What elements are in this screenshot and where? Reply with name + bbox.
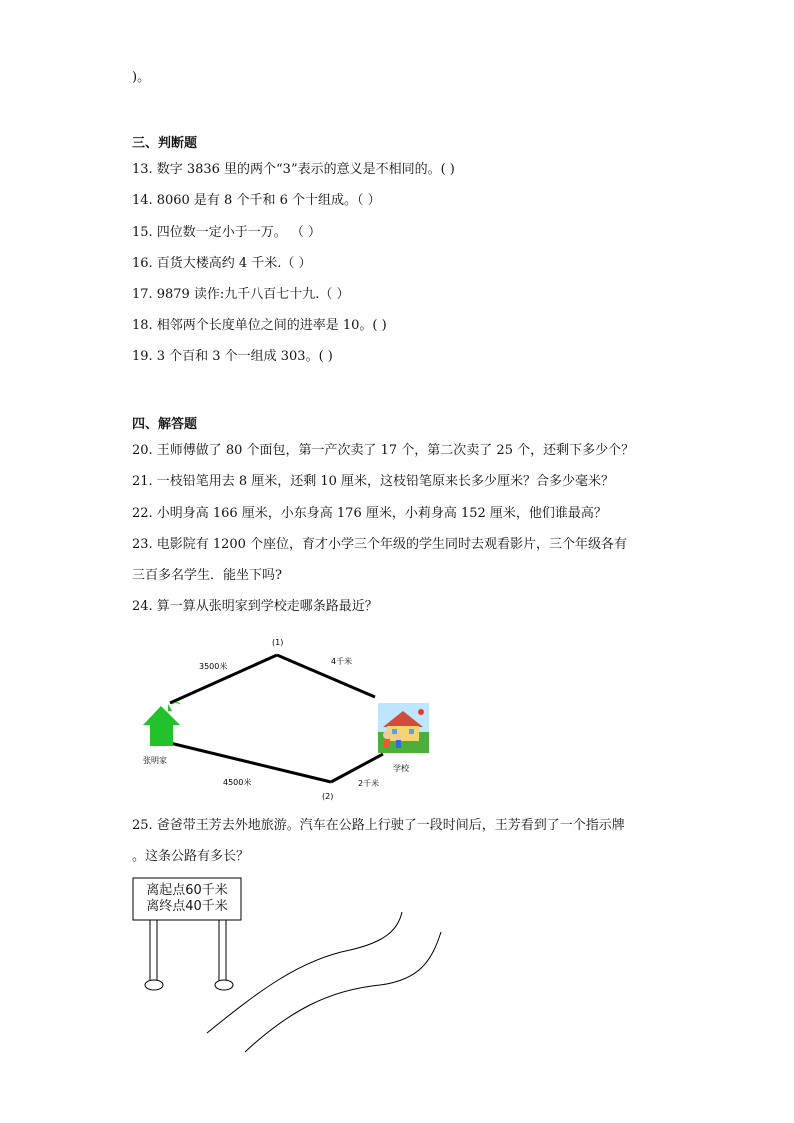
question-25 (132, 818, 625, 834)
question-text: 相邻两个长度单位之间的进率是 10。( ) (156, 318, 387, 333)
question-text: 四位数一定小于一万。 （ ） (156, 225, 321, 240)
question-25-continued: 。这条公路有多长？ (132, 849, 250, 864)
question-number: 20. (132, 443, 153, 458)
signboard-text (133, 883, 241, 915)
question-number: 15. (132, 225, 153, 240)
route2-label: (2) (322, 792, 334, 801)
question-number: 14. (132, 193, 153, 208)
question-text: 9879 读作:九千八百七十九.（ ） (156, 287, 350, 302)
question-number: 22. (132, 506, 153, 521)
question-23-continued: 三百多名学生．能坐下吗? (132, 568, 282, 583)
question-text: 数字 3836 里的两个“3”表示的意义是不相同的。( ) (156, 162, 455, 177)
question-text: 电影院有 1200 个座位，育才小学三个年级的学生同时去观看影片，三个年级各有 (156, 537, 628, 552)
path-route1-to-school (277, 655, 375, 697)
school-icon (378, 703, 429, 753)
question-number: 24. (132, 599, 153, 614)
question-text: 3 个百和 3 个一组成 303。( ) (156, 349, 333, 364)
path-route2-to-school (331, 754, 383, 782)
question-text: 一枝铅笔用去 8 厘米，还剩 10 厘米，这枝铅笔原来长多少厘米？合多少毫米？ (156, 474, 615, 489)
question-number: 19. (132, 349, 153, 364)
continued-text: )。 (132, 70, 151, 85)
section-heading-judgment: 三、判断题 (132, 136, 198, 151)
question-number: 23. (132, 537, 153, 552)
road-edge-right (245, 932, 441, 1052)
home-label: 张明家 (143, 756, 167, 765)
question-number: 13. (132, 162, 153, 177)
question-text: 小明身高 166 厘米，小东身高 176 厘米，小莉身高 152 厘米，他们谁最高？ (156, 506, 607, 521)
distance-top-school: 4千米 (331, 657, 353, 666)
house-icon (143, 703, 180, 747)
distance-home-top: 3500米 (199, 662, 228, 671)
question-text: 爸爸带王芳去外地旅游。汽车在公路上行驶了一段时间后，王芳看到了一个指示牌 (156, 818, 625, 833)
distance-bottom-school: 2千米 (358, 779, 380, 788)
question-number: 21. (132, 474, 153, 489)
question-number: 25. (132, 818, 153, 833)
question-number: 16. (132, 256, 153, 271)
sign-line-start: 离起点60千米 (146, 883, 228, 898)
question-number: 18. (132, 318, 153, 333)
route1-label: (1) (272, 638, 284, 647)
question-text: 算一算从张明家到学校走哪条路最近？ (156, 599, 378, 614)
school-label: 学校 (393, 764, 409, 773)
distance-home-bottom: 4500米 (223, 778, 252, 787)
road-edge-left (207, 912, 402, 1033)
question-number: 17. (132, 287, 153, 302)
path-home-to-route2 (170, 743, 331, 782)
question-text: 百货大楼高约 4 千米.（ ） (156, 256, 312, 271)
sign-line-end: 离终点40千米 (146, 899, 228, 914)
section-heading-answers: 四、解答题 (132, 417, 198, 432)
question-text: 8060 是有 8 个千和 6 个十组成。（ ） (156, 193, 381, 208)
question-text: 王师傅做了 80 个面包，第一产次卖了 17 个，第二次卖了 25 个，还剩下多少个？ (156, 443, 635, 458)
